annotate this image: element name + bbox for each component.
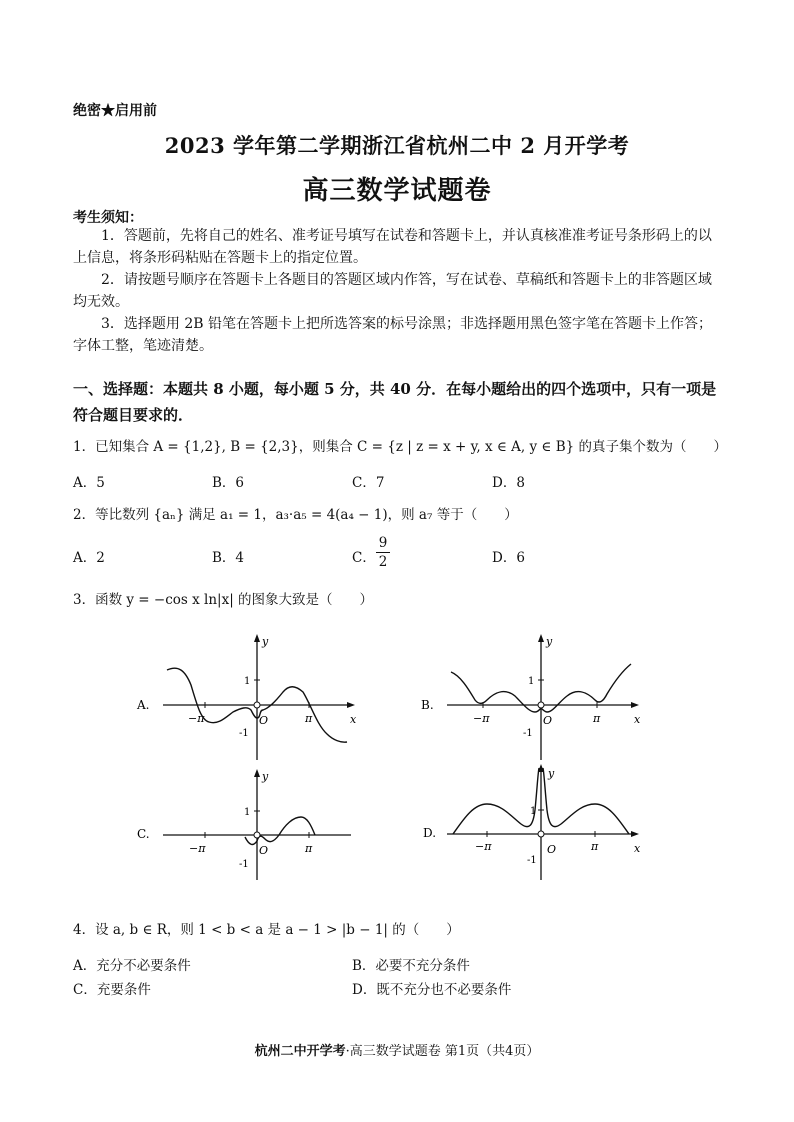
q2-option-b: B．4 — [212, 550, 245, 566]
neg-pi-label: −π — [189, 842, 206, 855]
pi-label: π — [305, 712, 313, 725]
q2-option-a: A．2 — [73, 550, 105, 566]
question-2-stem: 2．等比数列 {aₙ} 满足 a₁ = 1，a₃·a₅ = 4(a₄ − 1)，则 a₇ 等于（ ） — [73, 507, 518, 523]
origin-label: O — [543, 714, 553, 727]
x-label: x — [634, 842, 641, 855]
one-label: 1 — [528, 676, 535, 687]
y-label: y — [262, 770, 269, 783]
graph-d-label: D. — [423, 826, 437, 840]
neg-one-label: -1 — [523, 728, 533, 739]
graph-d — [417, 760, 652, 885]
x-axis-arrow — [347, 702, 355, 708]
graph-c — [133, 765, 368, 885]
exam-title: 2023 学年第二学期浙江省杭州二中 2 月开学考 — [164, 133, 630, 158]
y-label: y — [548, 767, 555, 780]
pi-label: π — [593, 712, 601, 725]
neg-pi-label: −π — [475, 840, 492, 853]
paper-title: 高三数学试题卷 — [302, 176, 492, 206]
section-heading: 一、选择题：本题共 8 小题，每小题 5 分，共 40 分．在每小题给出的四个选项中，只有一项是符合题目要求的． — [73, 380, 717, 424]
q2-option-c: C． — [352, 550, 376, 566]
x-axis-arrow — [631, 831, 639, 837]
y-label: y — [262, 635, 269, 648]
neg-one-label: -1 — [527, 855, 537, 866]
q4-option-c: C．充要条件 — [73, 982, 151, 998]
q2-option-c-fraction — [376, 534, 390, 571]
one-label: 1 — [244, 676, 251, 687]
origin-marker — [538, 702, 544, 708]
q4-option-b: B．必要不充分条件 — [352, 958, 470, 974]
graph-b-label: B. — [421, 698, 434, 712]
notice-heading: 考生须知： — [73, 210, 143, 226]
one-label: 1 — [530, 806, 537, 817]
graph-b — [417, 630, 652, 765]
origin-label: O — [259, 714, 269, 727]
page-footer — [0, 1040, 794, 1059]
question-4-stem: 4．设 a, b ∈ R，则 1 < b < a 是 a − 1 > |b − 1| 的（ ） — [73, 922, 460, 938]
one-label: 1 — [244, 807, 251, 818]
graph-a-label: A. — [137, 698, 150, 712]
q1-option-a: A．5 — [73, 475, 105, 491]
footer-page-info: ·高三数学试题卷 第1页（共4页） — [345, 1044, 540, 1059]
q1-option-c: C．7 — [352, 475, 385, 491]
origin-marker — [254, 702, 260, 708]
q4-option-a: A．充分不必要条件 — [73, 958, 191, 974]
graph-c-curve — [245, 817, 315, 844]
y-axis-arrow — [254, 634, 260, 642]
fraction-denominator: 2 — [378, 554, 388, 570]
pi-label: π — [305, 842, 313, 855]
neg-pi-label: −π — [473, 712, 490, 725]
x-label: x — [350, 713, 357, 726]
q4-option-d: D．既不充分也不必要条件 — [352, 982, 512, 998]
question-3-stem: 3．函数 y = −cos x ln|x| 的图象大致是（ ） — [73, 592, 374, 608]
y-axis-arrow — [254, 769, 260, 777]
q1-option-b: B．6 — [212, 475, 245, 491]
q1-option-d: D．8 — [492, 475, 525, 491]
graph-a — [133, 630, 368, 765]
y-axis-arrow — [538, 634, 544, 642]
fraction-numerator: 9 — [376, 534, 390, 553]
notice-item-3: 3．选择题用 2B 铅笔在答题卡上把所选答案的标号涂黑；非选择题用黑色签字笔在答题卡上作答；字体工整，笔迹清楚。 — [73, 316, 713, 354]
footer-school: 杭州二中开学考 — [254, 1044, 346, 1059]
graph-c-label: C. — [137, 827, 150, 841]
pi-label: π — [591, 840, 599, 853]
y-label: y — [546, 635, 553, 648]
confidential-label: 绝密★启用前 — [73, 103, 157, 119]
x-axis-arrow — [631, 702, 639, 708]
origin-marker — [538, 831, 544, 837]
neg-one-label: -1 — [239, 859, 249, 870]
neg-pi-label: −π — [188, 712, 205, 725]
notice-item-2: 2．请按题号顺序在答题卡上各题目的答题区域内作答，写在试卷、草稿纸和答题卡上的非答题区域均无效。 — [73, 272, 712, 310]
question-1-stem: 1．已知集合 A = {1,2}, B = {2,3}，则集合 C = {z | z = x + y, x ∈ A, y ∈ B} 的真子集个数为（ ） — [73, 439, 728, 455]
origin-marker — [254, 832, 260, 838]
notice-item-1: 1．答题前，先将自己的姓名、准考证号填写在试卷和答题卡上，并认真核准准考证号条形码上的以上信息，将条形码粘贴在答题卡上的指定位置。 — [73, 228, 712, 266]
origin-label: O — [259, 844, 269, 857]
neg-one-label: -1 — [239, 728, 249, 739]
q2-option-d: D．6 — [492, 550, 525, 566]
origin-label: O — [547, 843, 557, 856]
x-label: x — [634, 713, 641, 726]
